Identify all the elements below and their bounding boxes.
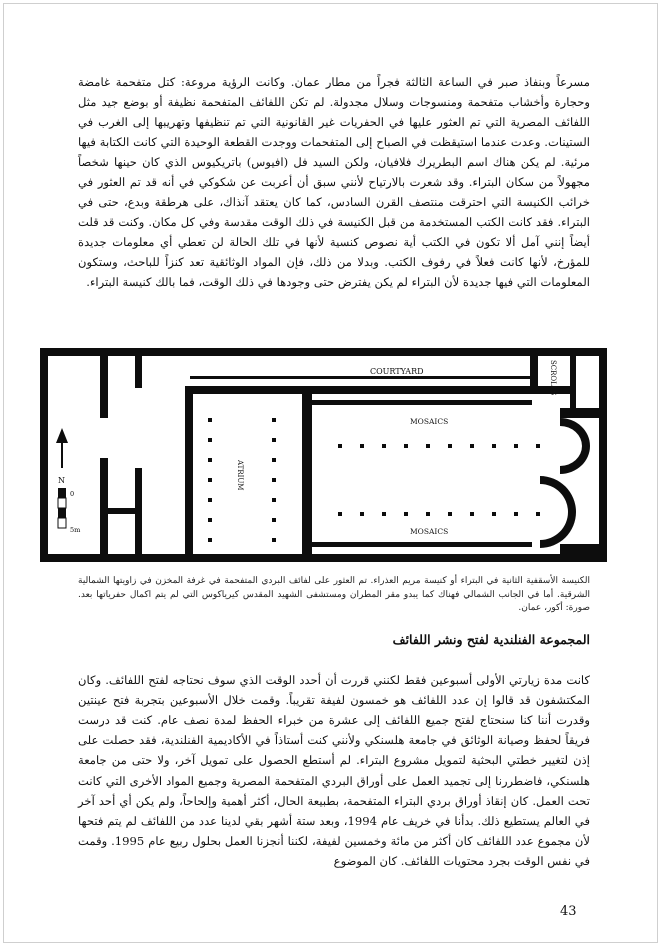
nave-column-south [338, 512, 342, 516]
west-wall [40, 348, 48, 562]
nave-column-north [514, 444, 518, 448]
north-arrow-head [56, 428, 68, 443]
nave-column-south [360, 512, 364, 516]
north-apse [560, 418, 590, 474]
north-wall [40, 348, 607, 356]
nave-column-north [448, 444, 452, 448]
label-scrolls: SCROLLS [549, 360, 557, 396]
atrium-column [272, 538, 276, 542]
nave-column-south [536, 512, 540, 516]
church-floor-plan [40, 348, 607, 562]
atrium-column [208, 438, 212, 442]
east-wall [599, 348, 607, 562]
nave-column-north [426, 444, 430, 448]
body-paragraph-2: كانت مدة زيارتي الأولى أسبوعين فقط لكنني قررت أن أحدد الوقت الذي سوف نحتاجه لفتح اللفائف. وكان المكتشفون قد قالوا إن عدد اللفائف هو خمسون لفيفة تقريباً. وقمت خلال الأسبوعين بتجربة فتح عينتين وقدرت أننا كنا سنحتاج لفتح جميع اللفائف إلى عشرة من خبراء الحفظ لمدة نصف عام. كنت قد درست فريقاً لحفظ وصيانة الوثائق في جامعة هلسنكي ولأنني كنت أستاذاً في الأكاديمية الفنلندية، فقد حصلت على إذن لتغيير خطتي البحثية لتمويل مشروع البتراء. لم أستطع الحصول على تمويل آخر، ولا حتى من جامعة هلسنكي، فاضطررنا إلى تجميد العمل على أوراق البردي المتفحمة المصرية وجميع المواد الأخرى التي كانت تحت العمل. كان إنقاذ أوراق بردي البتراء المتفحمة، بطبيعة الحال، أكثر أهمية وإلحاحاً، ولم يكن أي أحد آخر في العالم يستطيع ذلك. بدأنا في خريف عام 1994، وبعد ستة أشهر بقي لدينا عدد من اللفائف لم يتم فتحها لأن مجموع عدد اللفائف كان أكثر من مائة وخمسين لفيفة، لكننا أنجزنا العمل بحلول ربيع عام 1995. وقمت في نفس الوقت بجرد محتويات اللفائف. كان الموضوع [78, 672, 590, 869]
apses [540, 408, 600, 554]
label-scale-five: 5m [70, 526, 81, 534]
page-number: 43 [560, 904, 577, 919]
atrium-column [272, 438, 276, 442]
floor-plan-drawing [40, 348, 607, 562]
label-courtyard: COURTYARD [370, 367, 424, 376]
basilica-north-wall [190, 386, 570, 394]
scale-segment-4 [58, 518, 66, 528]
atrium-column [272, 518, 276, 522]
label-scale-zero: 0 [70, 490, 75, 498]
narthex-wall [302, 394, 312, 554]
central-apse [540, 476, 576, 548]
atrium-column [208, 518, 212, 522]
atrium-column [208, 538, 212, 542]
nave-column-north [382, 444, 386, 448]
courtyard-wall [190, 376, 530, 379]
nave-column-north [404, 444, 408, 448]
annex-wall-4 [135, 468, 142, 562]
south-wall [40, 554, 607, 562]
nave-column-south [514, 512, 518, 516]
scale-segment-2 [58, 498, 66, 508]
figure-caption: الكنيسة الأسقفية الثانية في البتراء أو كنيسة مريم العذراء. تم العثور على لفائف البردي المتفحمة في غرفة المخزن في زاويتها الشمالية الشرقية. أما في الجانب الشمالي فهناك كما يبدو مقر المطران ومستشفى الشهيد المقدس كيرياكوس التي لم يتم اكمال حفرياتها بعد. صورة: أكور، عمان. [78, 576, 590, 613]
nave-column-south [426, 512, 430, 516]
annex-wall-1 [100, 348, 108, 418]
body-paragraph-1: مسرعاً وبنفاذ صبر في الساعة الثالثة فجراً من مطار عمان. وكانت الرؤية مروعة: كتل متفحمة غامضة وحجارة وأخشاب متفحمة ومنسوجات وسلال مجدولة. لم تكن اللفائف المتفحمة نظيفة أو بوضع جيد مثل اللفائف المصرية التي تم العثور عليها في الحفريات غير القانونية التي تم تنظيفها وتهريبها إلى الغرب في الستينات. وعدت عندما استيقظت في الصباح إلى المتفحمات ووجدت القطعة الوحيدة التي كانت الكتابة فيها مرئية. لم يكن هناك اسم البطريرك فلافيان، ولكن السيد فل (افيوس) باتريكيوس الذي كان حينها شخصاً مجهولاً من سكان البتراء. وقد شعرت بالارتياح لأنني سبق أن أعربت عن شكوكي في أنه قد تم العثور في خرائب الكنيسة التي احترقت منتصف القرن السادس، كما كان يعتقد آنذاك، على هرطقة وبدع، حتى في البتراء. فقد كانت الكتب المستخدمة من قبل الكنيسة في ذلك الوقت مقدسة وفي كل مكان. وكنت قد قلت أيضاً إنني آمل ألا تكون في الكتب أية نصوص كنسية لأنها في تلك الحالة لن تعطي أي معلومات جديدة للمؤرخ، لأنها كانت فعلاً في رفوف الكتب. وبدلا من ذلك، فإن المواد الوثائقية تعد كنزاً للباحث، وستكون المعلومات التي فيها جديدة لأن البتراء لم يكن يفترض حتى وجودها في ذلك الوقت، فما بالك كنيسة البتراء. [78, 74, 590, 289]
annex-wall-5 [100, 508, 142, 514]
scale-segment-1 [58, 488, 66, 498]
nave-column-south [382, 512, 386, 516]
atrium-column [272, 458, 276, 462]
atrium-west-wall [185, 386, 193, 562]
nave-column-south [492, 512, 496, 516]
scale-segment-3 [58, 508, 66, 518]
nave-column-north [360, 444, 364, 448]
north-aisle-wall [312, 400, 532, 405]
atrium-column [208, 478, 212, 482]
scrolls-room-wall [530, 356, 538, 394]
nave-column-south [404, 512, 408, 516]
label-mosaics-bottom: MOSAICS [410, 527, 449, 536]
apse-wall-bottom [560, 544, 600, 554]
label-atrium: ATRIUM [236, 460, 244, 491]
atrium-column [208, 418, 212, 422]
south-aisle-wall [312, 542, 532, 547]
annex-wall-3 [135, 348, 142, 388]
scrolls-east-wall [570, 356, 576, 414]
section-heading: المجموعة الفنلندية لفتح ونشر اللفائف [392, 632, 590, 647]
atrium-column [208, 458, 212, 462]
nave-column-north [492, 444, 496, 448]
label-north: N [58, 476, 65, 485]
column-rows [208, 418, 540, 542]
plan-walls [40, 348, 607, 562]
apse-wall-top [560, 408, 600, 418]
atrium-column [272, 418, 276, 422]
nave-column-north [536, 444, 540, 448]
nave-column-north [338, 444, 342, 448]
nave-column-north [470, 444, 474, 448]
atrium-column [272, 498, 276, 502]
nave-column-south [448, 512, 452, 516]
nave-column-south [470, 512, 474, 516]
label-mosaics-top: MOSAICS [410, 417, 449, 426]
atrium-column [208, 498, 212, 502]
atrium-column [272, 478, 276, 482]
